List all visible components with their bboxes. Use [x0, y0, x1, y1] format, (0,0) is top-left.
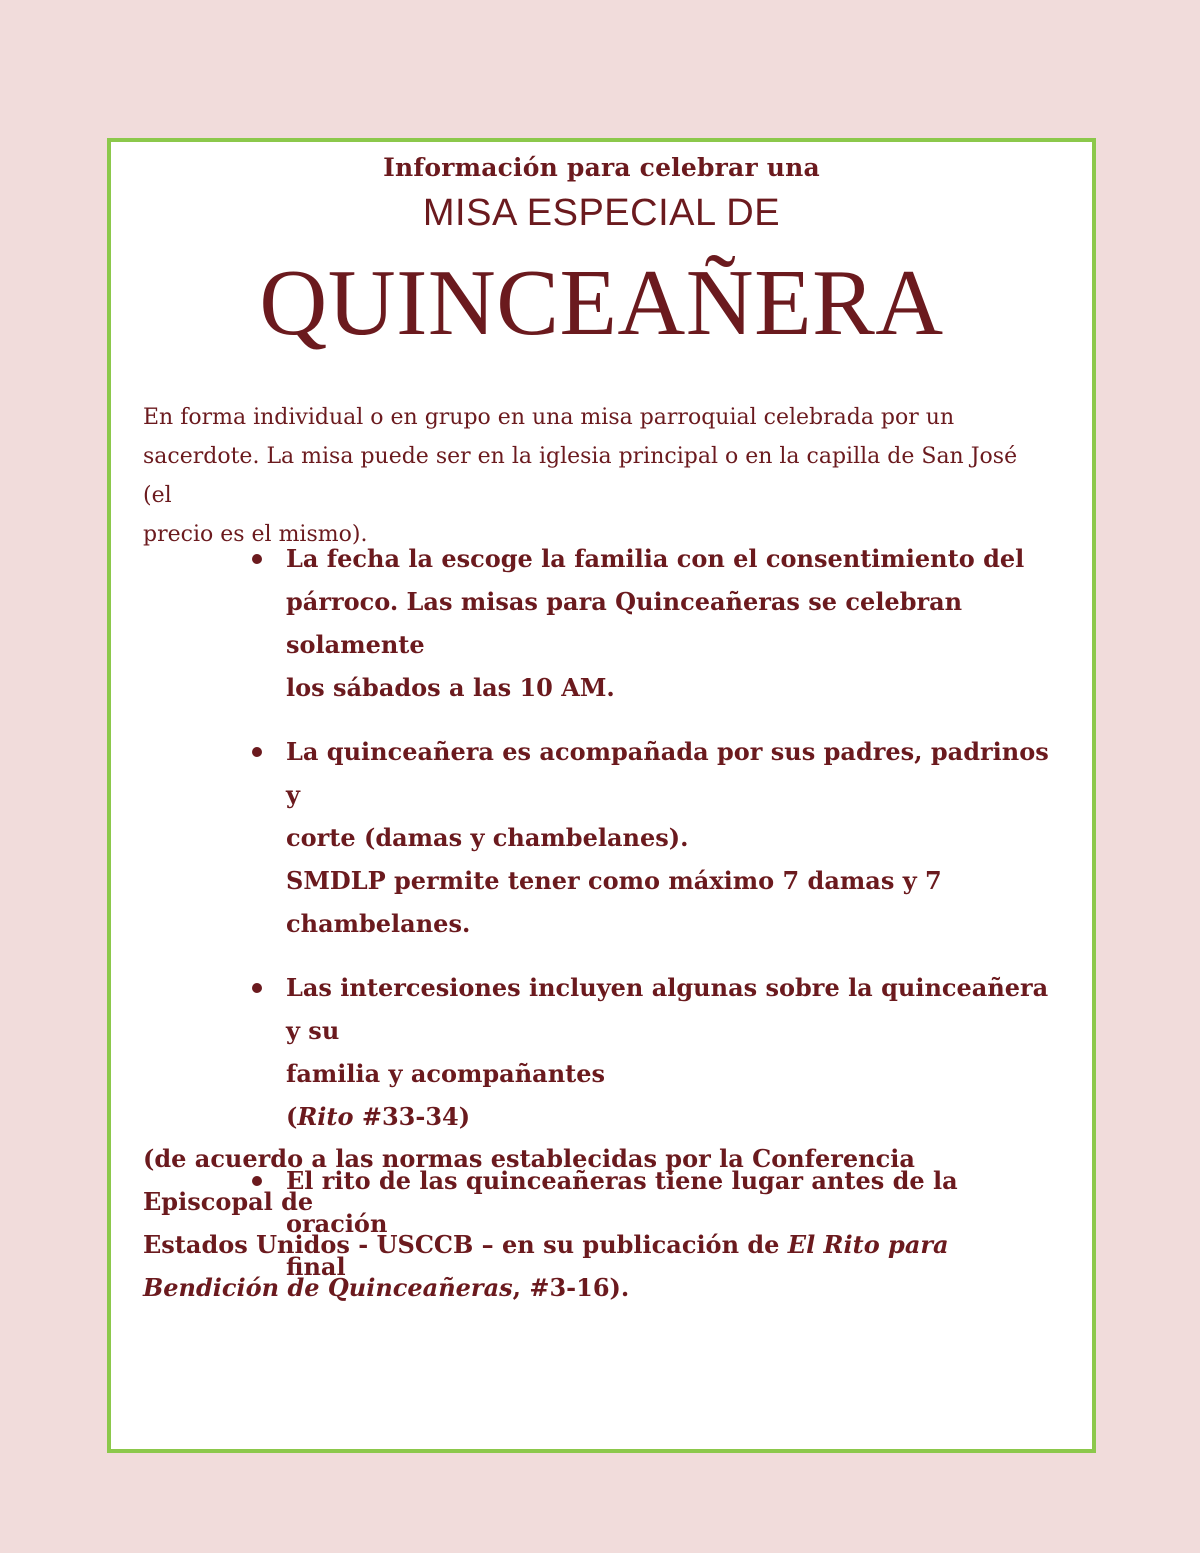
bullet-line	[286, 1095, 1063, 1138]
publication-title-part1: El Rito para	[787, 1230, 949, 1259]
bullet-icon	[252, 554, 262, 564]
closing-line-start: Estados Unidos - USCCB – en su publicación de	[143, 1230, 788, 1259]
rito-reference: #33-34)	[353, 1102, 471, 1131]
page-title: QUINCEAÑERA	[259, 251, 944, 355]
bullet-line: familia y acompañantes	[286, 1059, 606, 1088]
paren-open: (	[286, 1102, 298, 1131]
bullet-line: La quinceañera es acompañada por sus padres, padrinos y	[286, 737, 1049, 809]
bullet-line: final	[286, 1252, 346, 1281]
description-line: precio es el mismo).	[143, 522, 368, 547]
bullet-line: corte (damas y chambelanes).	[286, 823, 689, 852]
bullet-line: los sábados a las 10 AM.	[286, 673, 615, 702]
description-paragraph	[143, 398, 1043, 554]
description-line: sacerdote. La misa puede ser en la iglesia principal o en la capilla de San José (el	[143, 444, 1018, 508]
publication-reference: , #3-16).	[512, 1273, 630, 1302]
intro-heading: Información para celebrar una	[383, 153, 820, 182]
bullet-line: chambelanes.	[286, 909, 471, 938]
bullet-item-date	[243, 537, 1063, 709]
bullet-line: SMDLP permite tener como máximo 7 damas y 7	[286, 866, 942, 895]
closing-line: (de acuerdo a las normas establecidas por la Conferencia Episcopal de	[143, 1144, 915, 1216]
bullet-icon	[252, 983, 262, 993]
bullet-item-court	[243, 730, 1063, 945]
bullet-line: La fecha la escoge la familia con el consentimiento del	[286, 544, 1025, 573]
bullet-line: párroco. Las misas para Quinceañeras se celebran solamente	[286, 587, 963, 659]
rito-italic: Rito	[297, 1102, 354, 1131]
bullet-icon	[252, 747, 262, 757]
description-line: En forma individual o en grupo en una misa parroquial celebrada por un	[143, 405, 955, 430]
flyer-card	[107, 138, 1096, 1453]
subtitle: MISA ESPECIAL DE	[422, 192, 781, 234]
closing-paragraph	[143, 1137, 1043, 1309]
bullet-line: El rito de las quinceañeras tiene lugar antes de la oración	[286, 1166, 958, 1238]
bullet-line: Las intercesiones incluyen algunas sobre la quinceañera y su	[286, 973, 1049, 1045]
publication-title-part2: Bendición de Quinceañeras	[143, 1273, 513, 1302]
bullet-item-intercessions	[243, 966, 1063, 1138]
